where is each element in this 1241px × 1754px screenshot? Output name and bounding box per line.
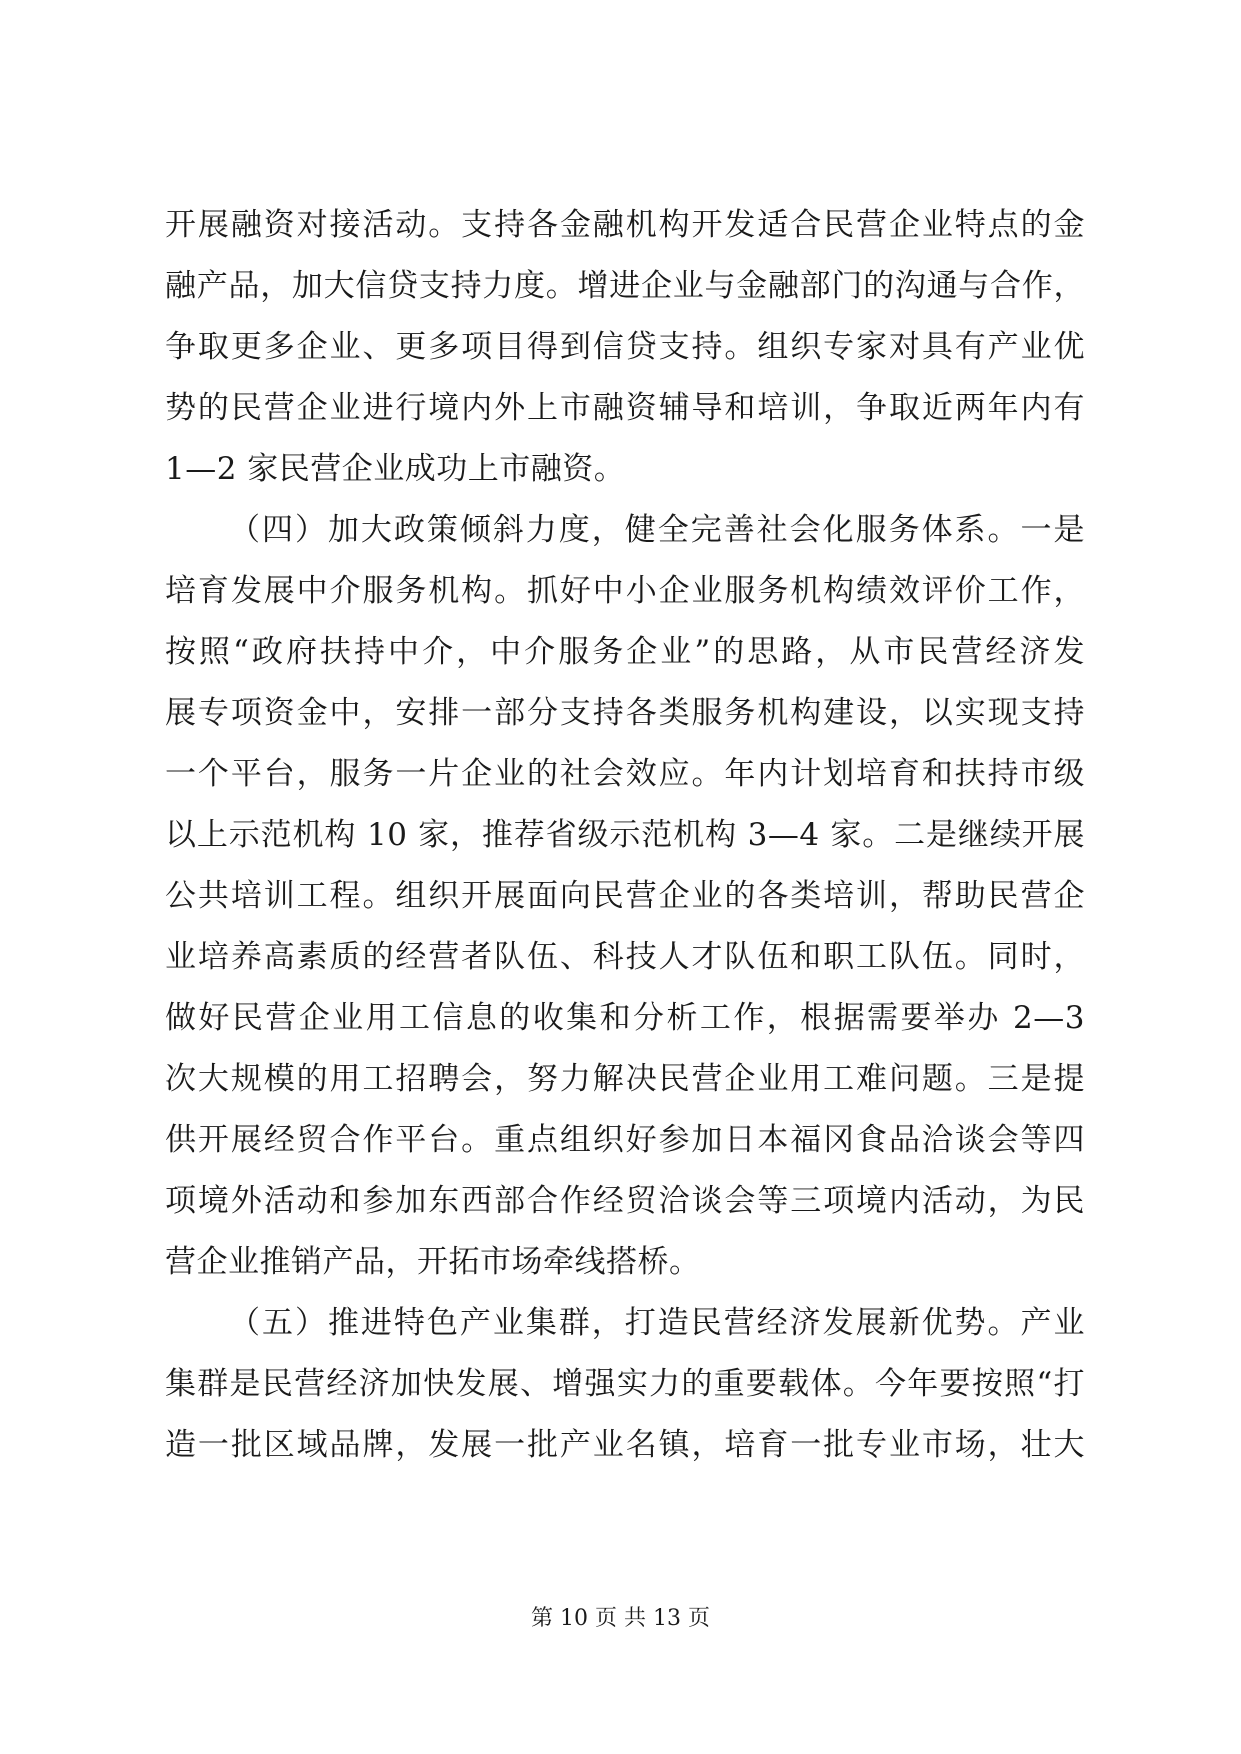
text-line: 公共培训工程。组织开展面向民营企业的各类培训，帮助民营企: [165, 878, 1085, 914]
text-line: 营企业推销产品，开拓市场牵线搭桥。: [165, 1244, 701, 1280]
text-line: 做好民营企业用工信息的收集和分析工作，根据需要举办 2—3: [165, 1000, 1085, 1036]
text-line: 集群是民营经济加快发展、增强实力的重要载体。今年要按照“打: [165, 1366, 1085, 1402]
text-line: 按照“政府扶持中介，中介服务企业”的思路，从市民营经济发: [165, 634, 1085, 670]
text-line: 供开展经贸合作平台。重点组织好参加日本福冈食品洽谈会等四: [165, 1122, 1085, 1158]
text-line: 开展融资对接活动。支持各金融机构开发适合民营企业特点的金: [165, 207, 1085, 243]
text-line: 培育发展中介服务机构。抓好中小企业服务机构绩效评价工作，: [165, 573, 1085, 609]
text-line: 次大规模的用工招聘会，努力解决民营企业用工难问题。三是提: [165, 1061, 1085, 1097]
paragraph-start-line: （五）推进特色产业集群，打造民营经济发展新优势。产业: [229, 1305, 1085, 1341]
text-line: 一个平台，服务一片企业的社会效应。年内计划培育和扶持市级: [165, 756, 1085, 792]
body-text: [165, 195, 1085, 1476]
text-line: 以上示范机构 10 家，推荐省级示范机构 3—4 家。二是继续开展: [165, 817, 1085, 853]
text-line: 势的民营企业进行境内外上市融资辅导和培训，争取近两年内有: [165, 390, 1085, 426]
text-line: 争取更多企业、更多项目得到信贷支持。组织专家对具有产业优: [165, 329, 1085, 365]
text-line: 融产品，加大信贷支持力度。增进企业与金融部门的沟通与合作，: [165, 268, 1085, 304]
text-line: 业培养高素质的经营者队伍、科技人才队伍和职工队伍。同时，: [165, 939, 1085, 975]
page-number-footer: 第 10 页 共 13 页: [531, 1606, 710, 1631]
text-line: 项境外活动和参加东西部合作经贸洽谈会等三项境内活动，为民: [165, 1183, 1085, 1219]
text-line: 1—2 家民营企业成功上市融资。: [165, 451, 626, 487]
text-line: 造一批区域品牌，发展一批产业名镇，培育一批专业市场，壮大: [165, 1427, 1085, 1463]
text-line: 展专项资金中，安排一部分支持各类服务机构建设，以实现支持: [165, 695, 1085, 731]
paragraph-start-line: （四）加大政策倾斜力度，健全完善社会化服务体系。一是: [229, 512, 1085, 548]
